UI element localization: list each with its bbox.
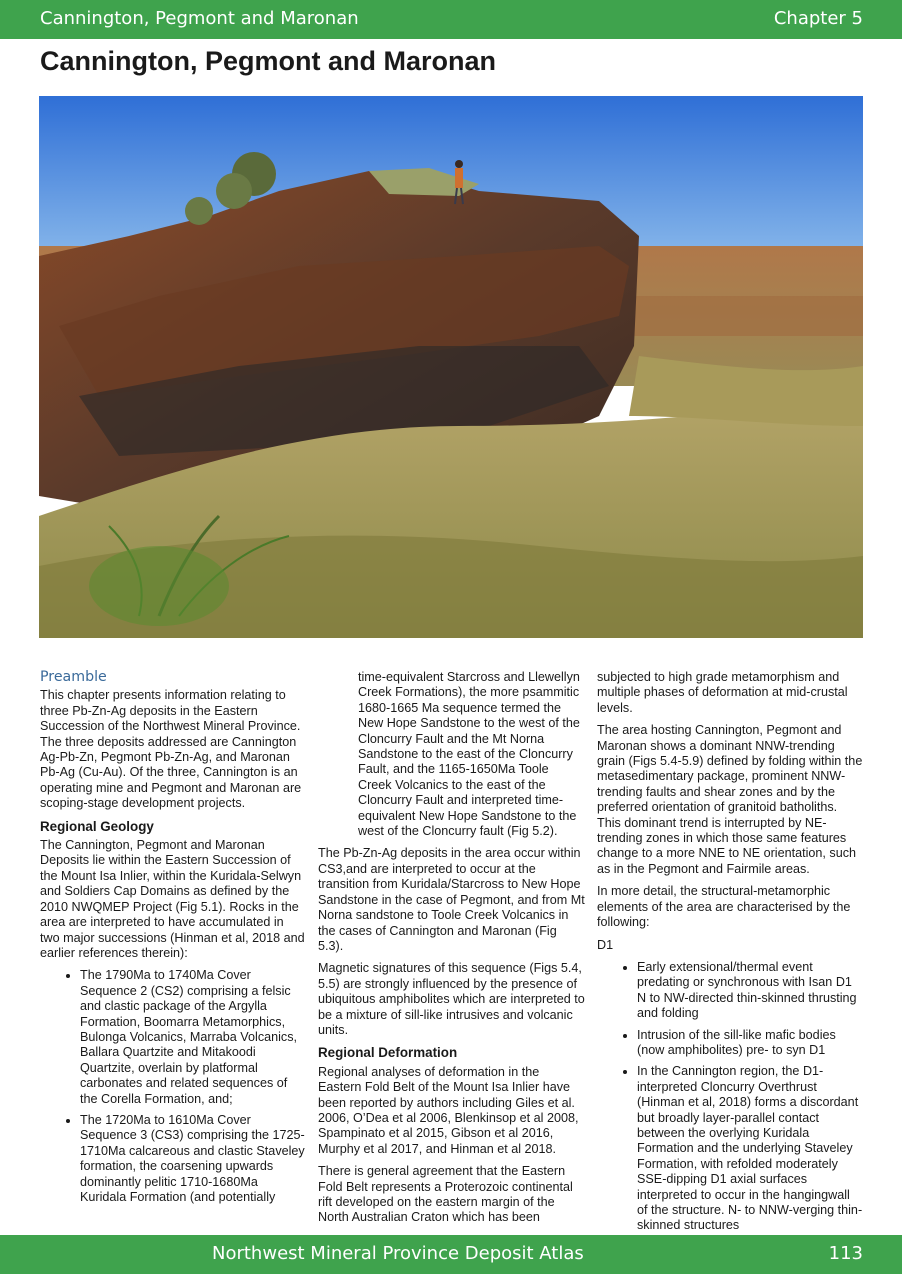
list-item-continued: time-equivalent Starcross and Llewellyn Creek Formations), the more psammitic 1680-1665 Ma sequence termed the New Hope Sandstone to the west of the Cloncurry Fault and the Mt Norna Sandstone to the east of the Cloncurry Fault, and the 1165-1650Ma Toole Creek Volcanics to the east of the Cloncurry Fault and interpreted time-equivalent New Hope Sandstone to the west of the Cloncurry fault (Fig 5.2). (358, 670, 580, 839)
d1-label: D1 (597, 937, 614, 952)
list-item: • In the Cannington region, the D1-interpreted Cloncurry Overthrust (Hinman et al, 2018) forms a discordant but broadly layer-parallel contact between the overlying Kuridala Formation and the underlying Staveley Formation, with refolded moderately SSE-dipping D1 axial surfaces interpreted to occur in the hangingwall of the structure. N- to NNW-verging thin-skinned structures (637, 1064, 863, 1233)
paragraph: Magnetic signatures of this sequence (Figs 5.4, 5.5) are strongly influenced by the presence of ubiquitous amphibolites which are interpreted to be a mixture of sill-like intrusives and volcanic units. (318, 961, 585, 1037)
column-3 (597, 670, 863, 1240)
column-1 (40, 670, 306, 1211)
list-item: • The 1720Ma to 1610Ma Cover Sequence 3 (CS3) comprising the 1725-1710Ma calcareous and clastic Staveley formation, the coarsening upwards dominantly pelitic 1710-1680Ma Kuridala Formation (and potentially (80, 1113, 306, 1205)
running-header (0, 0, 902, 39)
preamble-text: This chapter presents information relating to three Pb-Zn-Ag deposits in the Eastern Succession of the Northwest Mineral Province. The three deposits addressed are Cannington Ag-Pb-Zn, Pegmont Pb-Zn-Ag, and Maronan Pb-Ag (Cu-Au). Of the three, Cannington is an operating mine and Pegmont and Maronan are scoping-stage development projects. (40, 688, 302, 811)
column-2 (318, 670, 585, 1233)
running-title: Cannington, Pegmont and Maronan (40, 8, 359, 29)
list-item: • Intrusion of the sill-like mafic bodies (now amphibolites) pre- to syn D1 (637, 1028, 863, 1059)
page-title: Cannington, Pegmont and Maronan (40, 46, 496, 76)
page-number: 113 (828, 1243, 863, 1264)
chapter-photo (39, 96, 863, 638)
atlas-title: Northwest Mineral Province Deposit Atlas (212, 1243, 584, 1264)
page-footer (0, 1235, 902, 1274)
paragraph: subjected to high grade metamorphism and multiple phases of deformation at mid-crustal levels. (597, 670, 848, 715)
paragraph: The area hosting Cannington, Pegmont and Maronan shows a dominant NNW-trending grain (Figs 5.4-5.9) defined by folding within the metasedimentary package, prominent NNW-trending faults and shear zones and by the preferred orientation of granitoid batholiths. This dominant trend is interrupted by NE-trending zones in which those same features change to a more NNE to NE orientation, such as in the Pegmont and Fairmile areas. (597, 723, 863, 876)
regional-geology-heading: Regional Geology (40, 818, 154, 834)
regional-geology-text: The Cannington, Pegmont and Maronan Deposits lie within the Eastern Succession of the Mount Isa Inlier, within the Kuridala-Selwyn and Soldiers Cap Domains as defined by the 2010 NWQMEP Project (Fig 5.1). Rocks in the area are interpreted to have accumulated in two major successions (Hinman et al, 2018 and earlier references therein): (40, 838, 305, 960)
regional-deformation-heading: Regional Deformation (318, 1045, 458, 1061)
list-item: • Early extensional/thermal event predating or synchronous with Isan D1 N to NW-directed thin-skinned thrusting and folding (637, 960, 863, 1022)
succession-list (40, 968, 306, 1205)
paragraph: In more detail, the structural-metamorphic elements of the area are characterised by the following: (597, 884, 851, 930)
paragraph: There is general agreement that the Eastern Fold Belt represents a Proterozoic continental rift developed on the eastern margin of the North Australian Craton which has been (318, 1164, 573, 1225)
paragraph: Regional analyses of deformation in the Eastern Fold Belt of the Mount Isa Inlier have been reported by authors including Giles et al. 2006, O’Dea et al 2006, Blenkinsop et al 2008, Spampinato et al 2015, Gibson et al 2016, Murphy et al 2017, and Hinman et al 2018. (318, 1064, 579, 1156)
d1-list (597, 960, 863, 1234)
preamble-heading: Preamble (40, 669, 107, 685)
list-item: • The 1790Ma to 1740Ma Cover Sequence 2 (CS2) comprising a felsic and clastic package of the Argylla Formation, Boomarra Metamorphics, Bulonga Volcanics, Marraba Volcanics, Ballara Quartzite and Mitakoodi Quartzite, overlain by platformal carbonates and related sequences of the Corella Formation, and; (80, 968, 306, 1107)
chapter-label: Chapter 5 (773, 8, 863, 29)
paragraph: The Pb-Zn-Ag deposits in the area occur within CS3,and are interpreted to occur at the transition from Kuridala/Starcross to New Hope Sandstone in the case of Pegmont, and from Mt Norna sandstone to Toole Creek Volcanics in the cases of Cannington and Maronan (Fig 5.3). (318, 846, 585, 953)
